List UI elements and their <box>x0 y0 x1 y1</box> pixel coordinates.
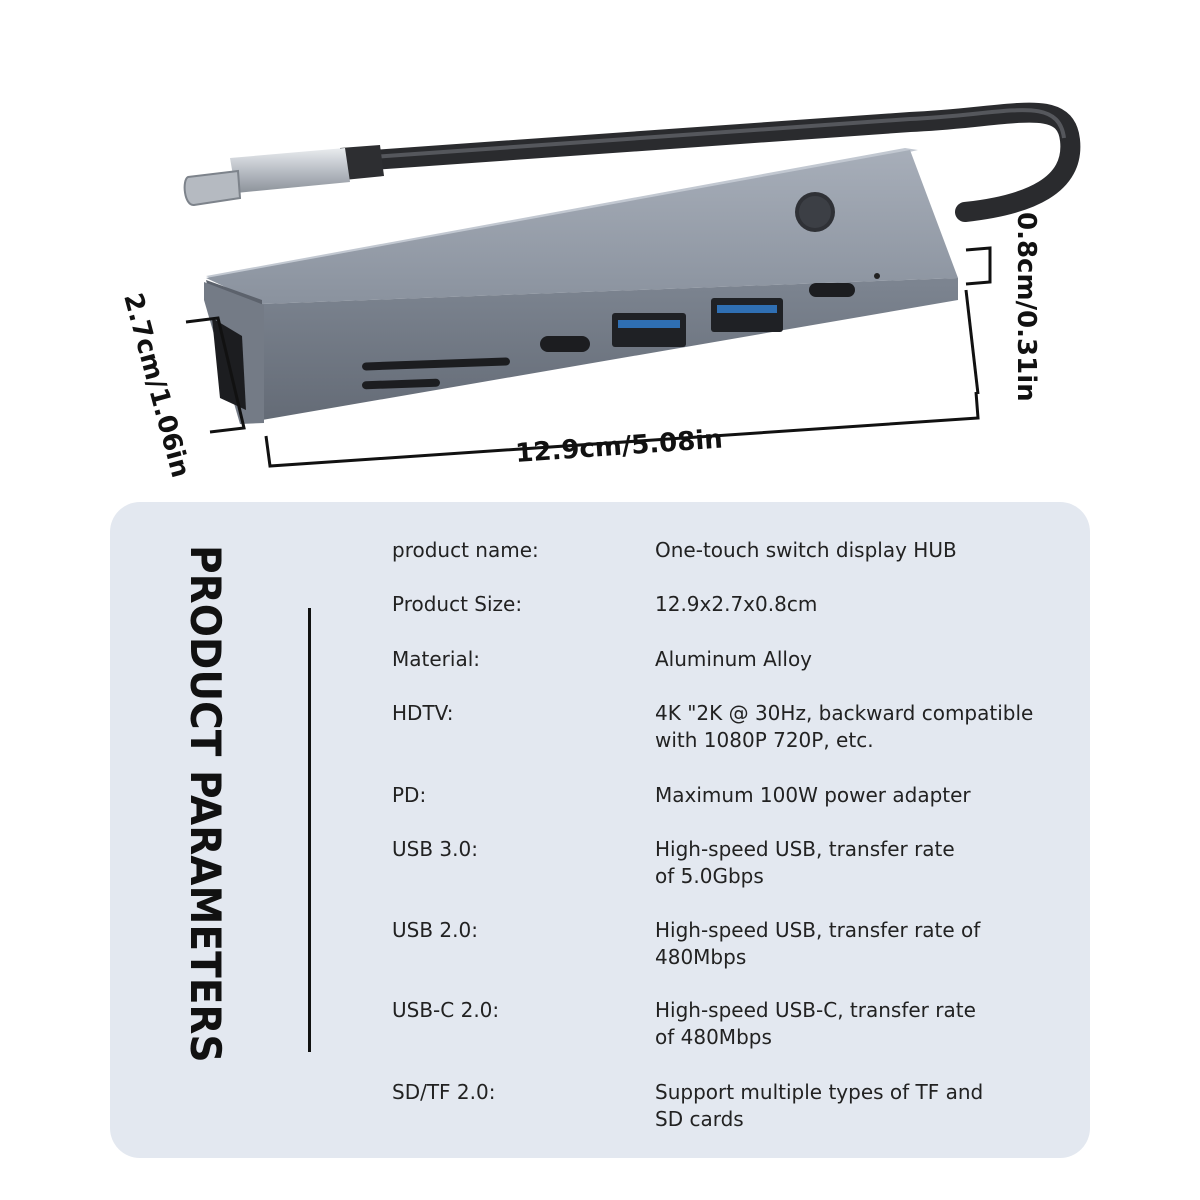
height-dimension <box>966 212 1041 402</box>
spec-label-material: Material: <box>392 647 480 671</box>
spec-value-usb-c-2: High-speed USB-C, transfer rate of 480Mbps <box>655 998 976 1049</box>
spec-label-usb-c-2: USB-C 2.0: <box>392 998 500 1022</box>
pd-usb-c-port-icon <box>809 283 855 297</box>
spec-label-usb-2: USB 2.0: <box>392 918 478 942</box>
indicator-light-icon <box>874 273 880 279</box>
spec-label-product-size: Product Size: <box>392 592 523 616</box>
svg-text:12.9cm/5.08in: 12.9cm/5.08in <box>514 424 724 469</box>
usb-3-port-icon <box>612 313 686 347</box>
spec-value-hdtv: 4K "2K @ 30Hz, backward compatible with 1080P 720P, etc. <box>655 701 1034 752</box>
spec-value-usb-2: High-speed USB, transfer rate of 480Mbps <box>655 918 981 969</box>
usb-c-plug <box>185 145 384 205</box>
spec-value-product-size: 12.9x2.7x0.8cm <box>655 592 818 616</box>
usb-c-port-icon <box>540 336 590 352</box>
panel-heading: PRODUCT PARAMETERS <box>181 545 230 1063</box>
spec-label-sd-tf: SD/TF 2.0: <box>392 1080 496 1104</box>
spec-value-usb-3: High-speed USB, transfer rate of 5.0Gbps <box>655 837 955 888</box>
spec-label-product-name: product name: <box>392 538 539 562</box>
spec-label-hdtv: HDTV: <box>392 701 454 725</box>
spec-value-material: Aluminum Alloy <box>655 647 813 671</box>
panel-divider <box>308 608 311 1052</box>
spec-label-pd: PD: <box>392 783 427 807</box>
usb-2-port-icon <box>711 298 783 332</box>
product-figure <box>0 0 1200 500</box>
svg-text:2.7cm/1.06in: 2.7cm/1.06in <box>117 290 196 481</box>
spec-value-sd-tf: Support multiple types of TF and SD cards <box>655 1080 984 1131</box>
spec-label-usb-3: USB 3.0: <box>392 837 478 861</box>
svg-text:0.8cm/0.31in: 0.8cm/0.31in <box>1011 212 1041 402</box>
spec-value-product-name: One-touch switch display HUB <box>655 538 957 562</box>
spec-value-pd: Maximum 100W power adapter <box>655 783 971 807</box>
